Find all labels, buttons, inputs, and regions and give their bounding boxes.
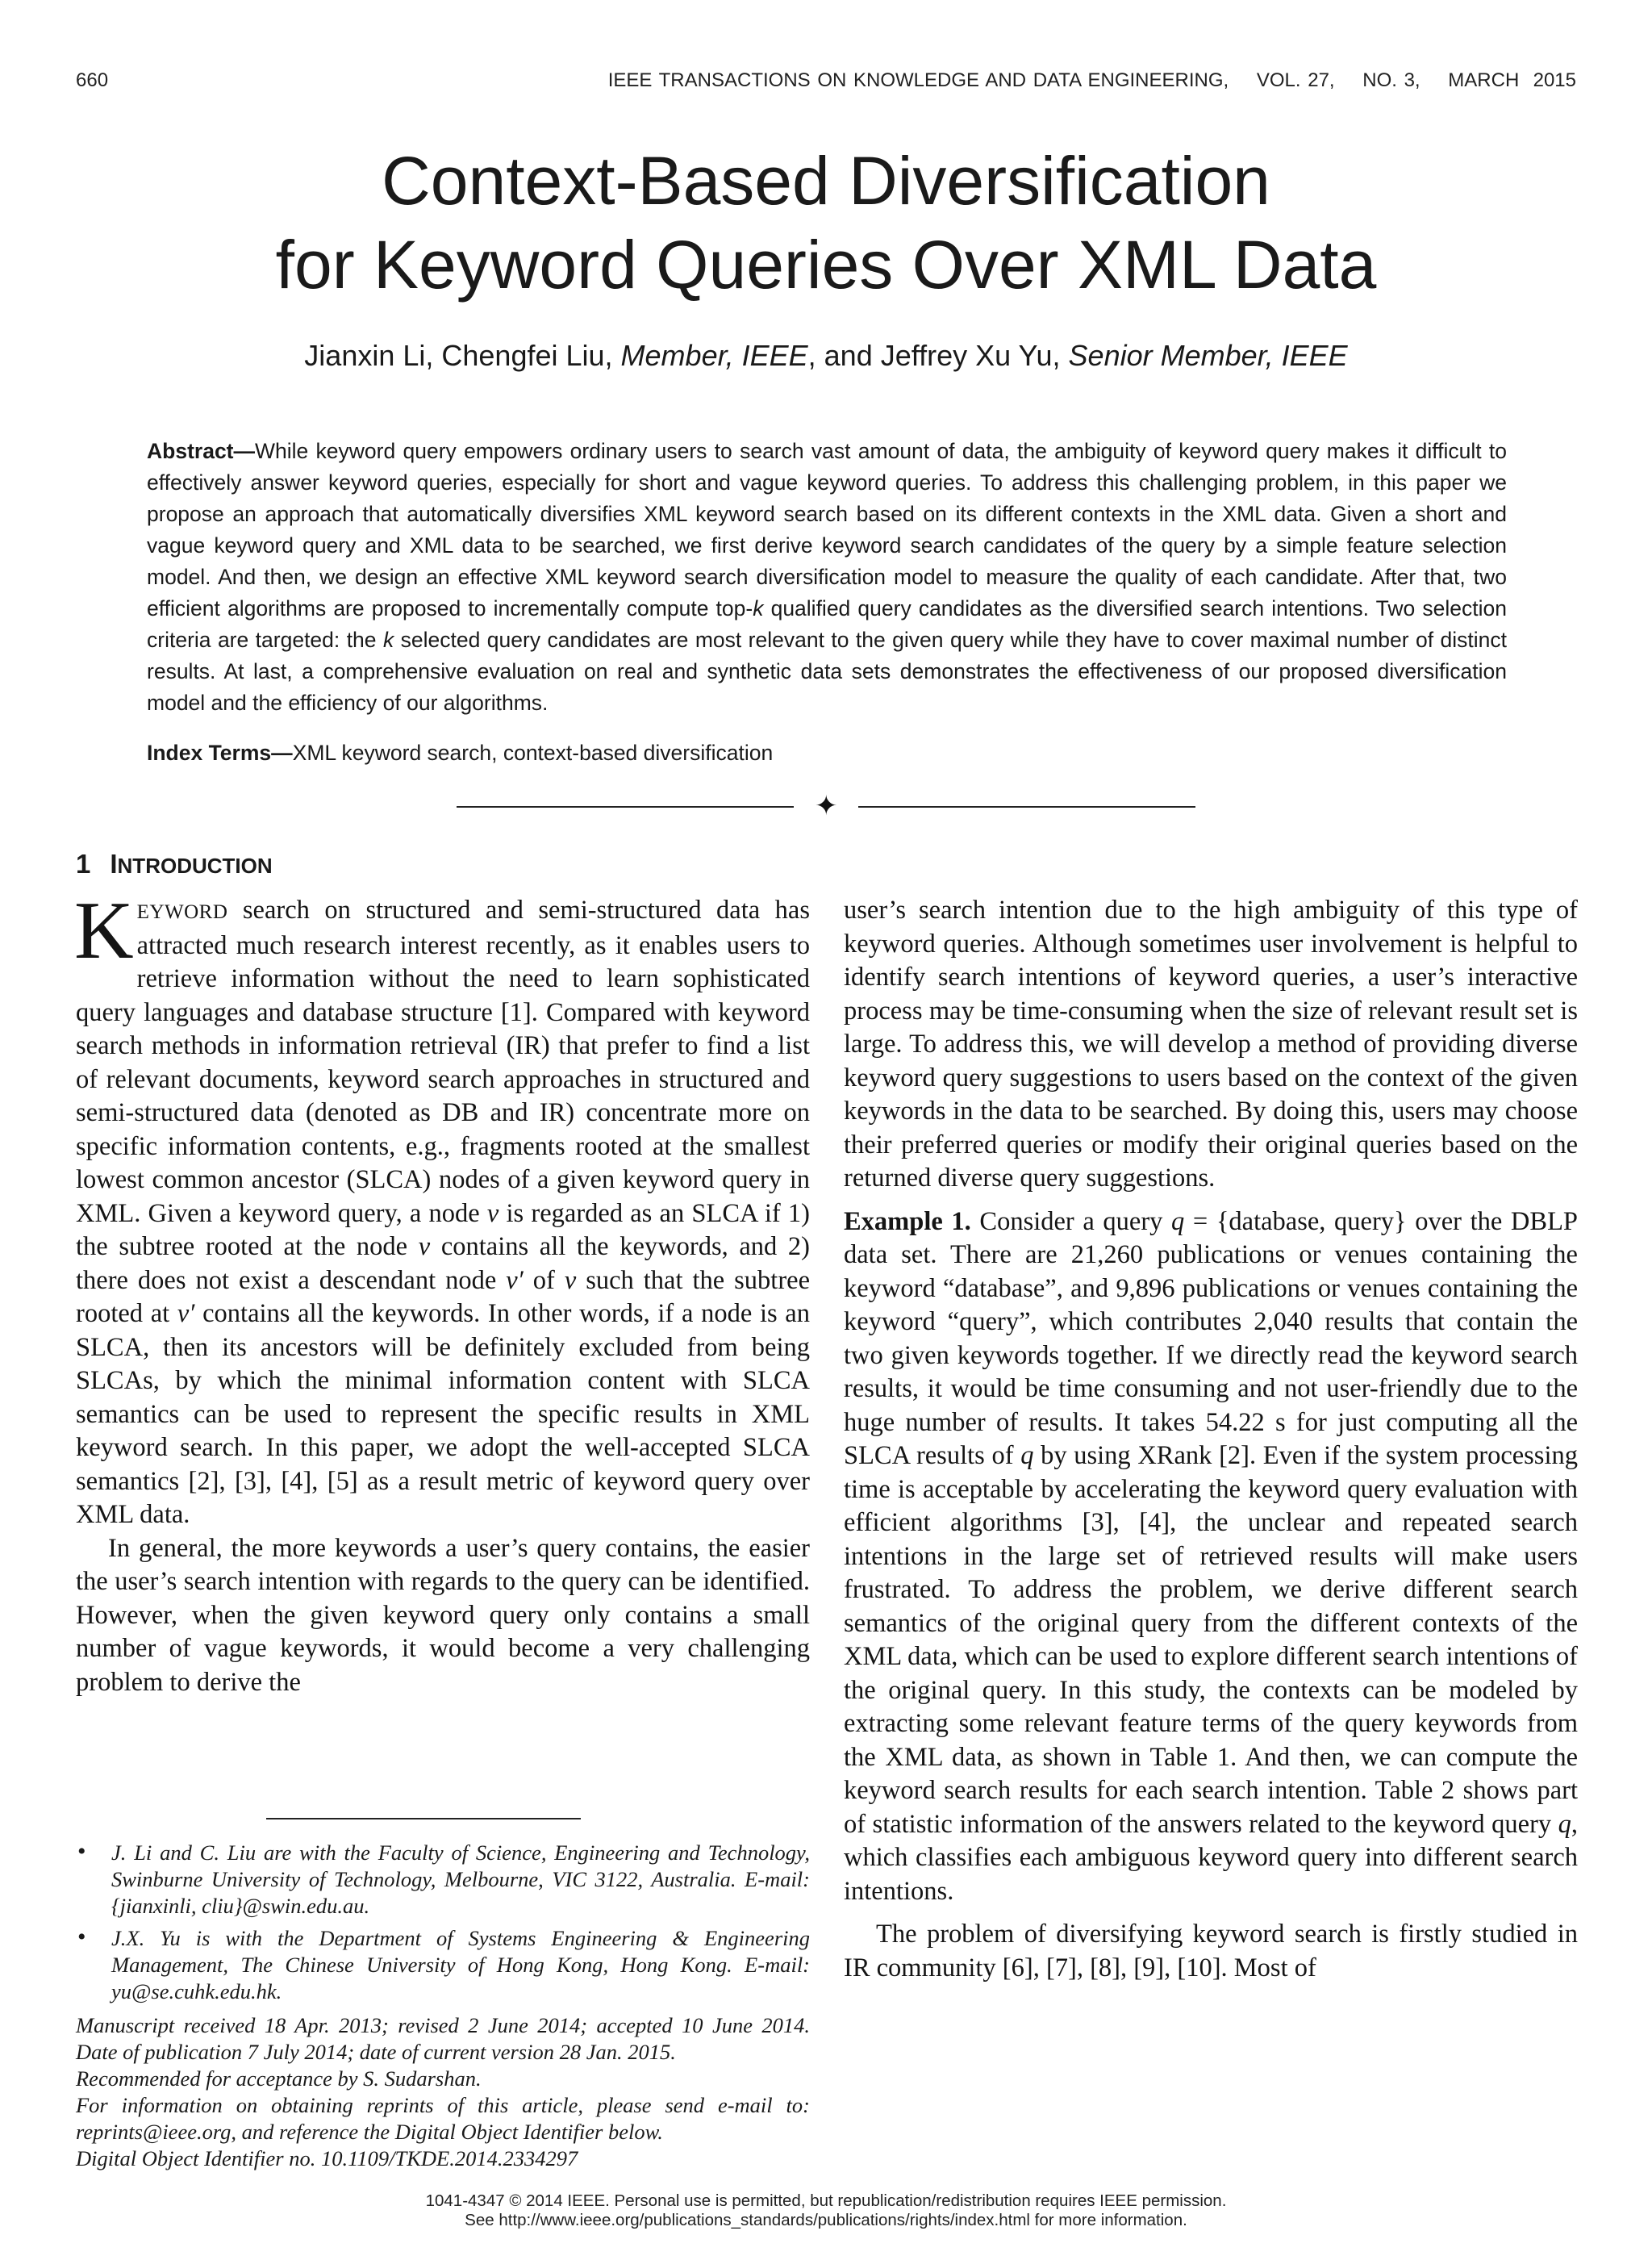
example-text-d: , which classifies each ambiguous keyword query into different search intentions. [844,1809,1578,1906]
intro-p1-e: such that the subtree rooted at [76,1265,811,1328]
abstract-text-3: selected query candidates are most relevant to the given query while they have to cover maximal number of distinct results. At last, a comprehensive evaluation on real and synthetic data sets demonstrates the effectiveness of our proposed diversification model and the efficiency of our algorithms. [147,628,1507,715]
divider-line-left [457,806,794,808]
math-q-2: q [1020,1441,1034,1470]
title-line-1: Context-Based Diversification [382,143,1270,219]
page-number: 660 [76,69,109,91]
authors-part-1: Jianxin Li, Chengfei Liu, [304,339,621,372]
recommended-by: Recommended for acceptance by S. Sudarshan. [76,2066,482,2091]
footnote-rule [266,1818,581,1819]
math-v-2: v [418,1232,431,1261]
intro-paragraph-1 [74,885,811,1532]
paper-title [0,139,1652,307]
abstract-text-2: qualified query candidates as the diversified search intentions. Two selection criteria are targeted: the [147,596,1507,652]
title-line-2: for Keyword Queries Over XML Data [275,227,1377,303]
divider-line-right [858,806,1195,808]
abstract-k-1: k [753,596,764,620]
math-q-1: q [1171,1206,1185,1236]
footnote-affiliation-2 [76,1925,810,2005]
author-list [0,339,1652,373]
drop-cap: K [74,885,134,976]
right-paragraph-1: user’s search intention due to the high ambiguity of this type of keyword queries. Although sometimes user involvement is helpful to identify search intentions of keyword queries, a user’s interactive process may be time-consuming when the size of relevant result set is large. To address this, we will develop a method of providing diverse keyword query suggestions to users based on the context of the given keywords in the data to be searched. By doing this, users may choose their preferred queries or modify their original queries based on the returned diverse query suggestions. [844,896,1578,1193]
math-v-1: v [486,1198,499,1228]
doi: Digital Object Identifier no. 10.1109/TKDE.2014.2334297 [76,2146,578,2170]
abstract-text-1: While keyword query empowers ordinary users to search vast amount of data, the ambiguity of keyword query makes it difficult to effectively answer keyword queries, especially for short and vague keyword queries. To address this challenging problem, in this paper we propose an approach that automatically diversifies XML keyword search based on its different contexts in the XML data. Given a short and vague keyword query and XML data to be searched, we first derive keyword search candidates of the query by a simple feature selection model. And then, we design an effective XML keyword search diversification model to measure the quality of each candidate. After that, two efficient algorithms are proposed to incrementally compute top- [147,439,1507,620]
reprints-info: For information on obtaining reprints of this article, please send e-mail to: reprints@ieee.org, and reference the Digital Object Identifier below. [76,2093,810,2144]
section-heading [76,849,273,879]
intro-p1-d: of [523,1265,565,1295]
intro-p1-b: is regarded as an SLCA if 1) the subtree rooted at the node [76,1198,810,1261]
footnote-affiliation-1 [76,1840,810,1920]
intro-p1-c: contains all the keywords, and 2) there does not exist a descendant node [76,1232,811,1295]
right-paragraph-2: The problem of diversifying keyword search is firstly studied in IR community [6], [7], [8], [9], [10]. Most of [844,1920,1578,1982]
copyright-line-2: See http://www.ieee.org/publications_standards/publications/rights/index.html for more information. [465,2211,1187,2229]
author-role-2: Senior Member, IEEE [1068,339,1348,372]
example-1 [844,1205,1578,1909]
abstract-label: Abstract— [147,439,256,463]
example-text-b: = {database, query} over the DBLP data set. There are 21,260 publications or venues containing the keyword “database”, and 9,896 publications or venues containing the keyword “query”, which contributes 2,040 results that contain the two given keywords together. If we directly read the keyword search results, it would be time consuming and not user-friendly due to the huge number of results. It takes 54.22 s for just computing all the SLCA results of [844,1206,1579,1470]
section-number: 1 [76,849,91,879]
index-terms-text: XML keyword search, context-based diversification [292,741,774,765]
math-q-3: q [1558,1809,1571,1839]
journal-name: IEEE TRANSACTIONS ON KNOWLEDGE AND DATA ENGINEERING, VOL. 27, NO. 3, MARCH 2015 [607,69,1576,91]
intro-p1-a: search on structured and semi-structured data has attracted much research interest recently, as it enables users to retrieve information without the need to learn sophisticated query languages and database structure [1]. Compared with keyword search methods in information retrieval (IR) that prefer to find a list of relevant documents, keyword search approaches in structured and semi-structured data (denoted as DB and IR) concentrate more on specific information contents, e.g., fragments rooted at the smallest lowest common ancestor (SLCA) nodes of a given keyword query in XML. Given a keyword query, a node [76,896,810,1228]
left-column [74,885,811,1699]
abstract [147,436,1507,719]
math-vprime-1: v′ [506,1265,524,1295]
intro-p1-f: contains all the keywords. In other words, if a node is an SLCA, then its ancestors will be definitely excluded from being SLCAs, by which the minimal information content with SLCA semantics can be used to represent the specific results in XML keyword search. In this paper, we adopt the well-accepted SLCA semantics [2], [3], [4], [5] as a result metric of keyword query over XML data. [76,1299,810,1529]
right-column [844,894,1578,1985]
footnote-2-text: • J.X. Yu is with the Department of Systems Engineering & Engineering Management, The Chinese University of Hong Kong, Hong Kong. E-mail: yu@se.cuhk.edu.hk. [76,1925,810,2005]
math-v-3: v [564,1265,577,1295]
section-divider [457,792,1195,821]
copyright-notice [0,2191,1652,2230]
index-terms-label: Index Terms— [147,741,293,765]
smallcaps-word: EYWORD [136,901,228,923]
example-text-a: Consider a query [970,1206,1172,1236]
running-header [76,69,1576,102]
example-text-c: by using XRank [2]. Even if the system processing time is acceptable by accelerating the keyword query evaluation with efficient algorithms [3], [4], the unclear and repeated search intentions in the large set of retrieved results will make users frustrated. To address the problem, we derive different search semantics of the original query from the different contexts of the XML data, which can be used to explore different search intentions of the original query. In this study, the contexts can be modeled by extracting some relevant feature terms of the query keywords from the XML data, as shown in Table 1. And then, we can compute the keyword search results for each search intention. Table 2 shows part of statistic information of the answers related to the keyword query [844,1441,1578,1839]
authors-part-2: , and Jeffrey Xu Yu, [807,339,1069,372]
manuscript-dates: Manuscript received 18 Apr. 2013; revised 2 June 2014; accepted 10 June 2014. Date of publication 7 July 2014; date of current version 28 Jan. 2015. [76,2013,810,2064]
math-vprime-2: v′ [177,1299,195,1328]
intro-paragraph-2: In general, the more keywords a user’s query contains, the easier the user’s search intention with regards to the query can be identified. However, when the given keyword query only contains a small number of vague keywords, it would become a very challenging problem to derive the [76,1533,810,1697]
example-label: Example 1. [844,1206,971,1236]
abstract-k-2: k [382,628,394,652]
index-terms [147,741,1507,766]
copyright-line-1: 1041-4347 © 2014 IEEE. Personal use is permitted, but republication/redistribution requires IEEE permission. [425,2191,1227,2210]
author-role-1: Member, IEEE [620,339,808,372]
footnote-1-text: • J. Li and C. Liu are with the Faculty of Science, Engineering and Technology, Swinburne University of Technology, Melbourne, VIC 3122, Australia. E-mail: {jianxinli, cliu}@swin.edu.au. [76,1840,810,1920]
footnote-manuscript-info [76,2012,810,2172]
section-title-first: I [110,849,118,879]
section-title-rest: NTRODUCTION [117,854,273,878]
diamond-star-icon: ✦ [815,792,838,821]
